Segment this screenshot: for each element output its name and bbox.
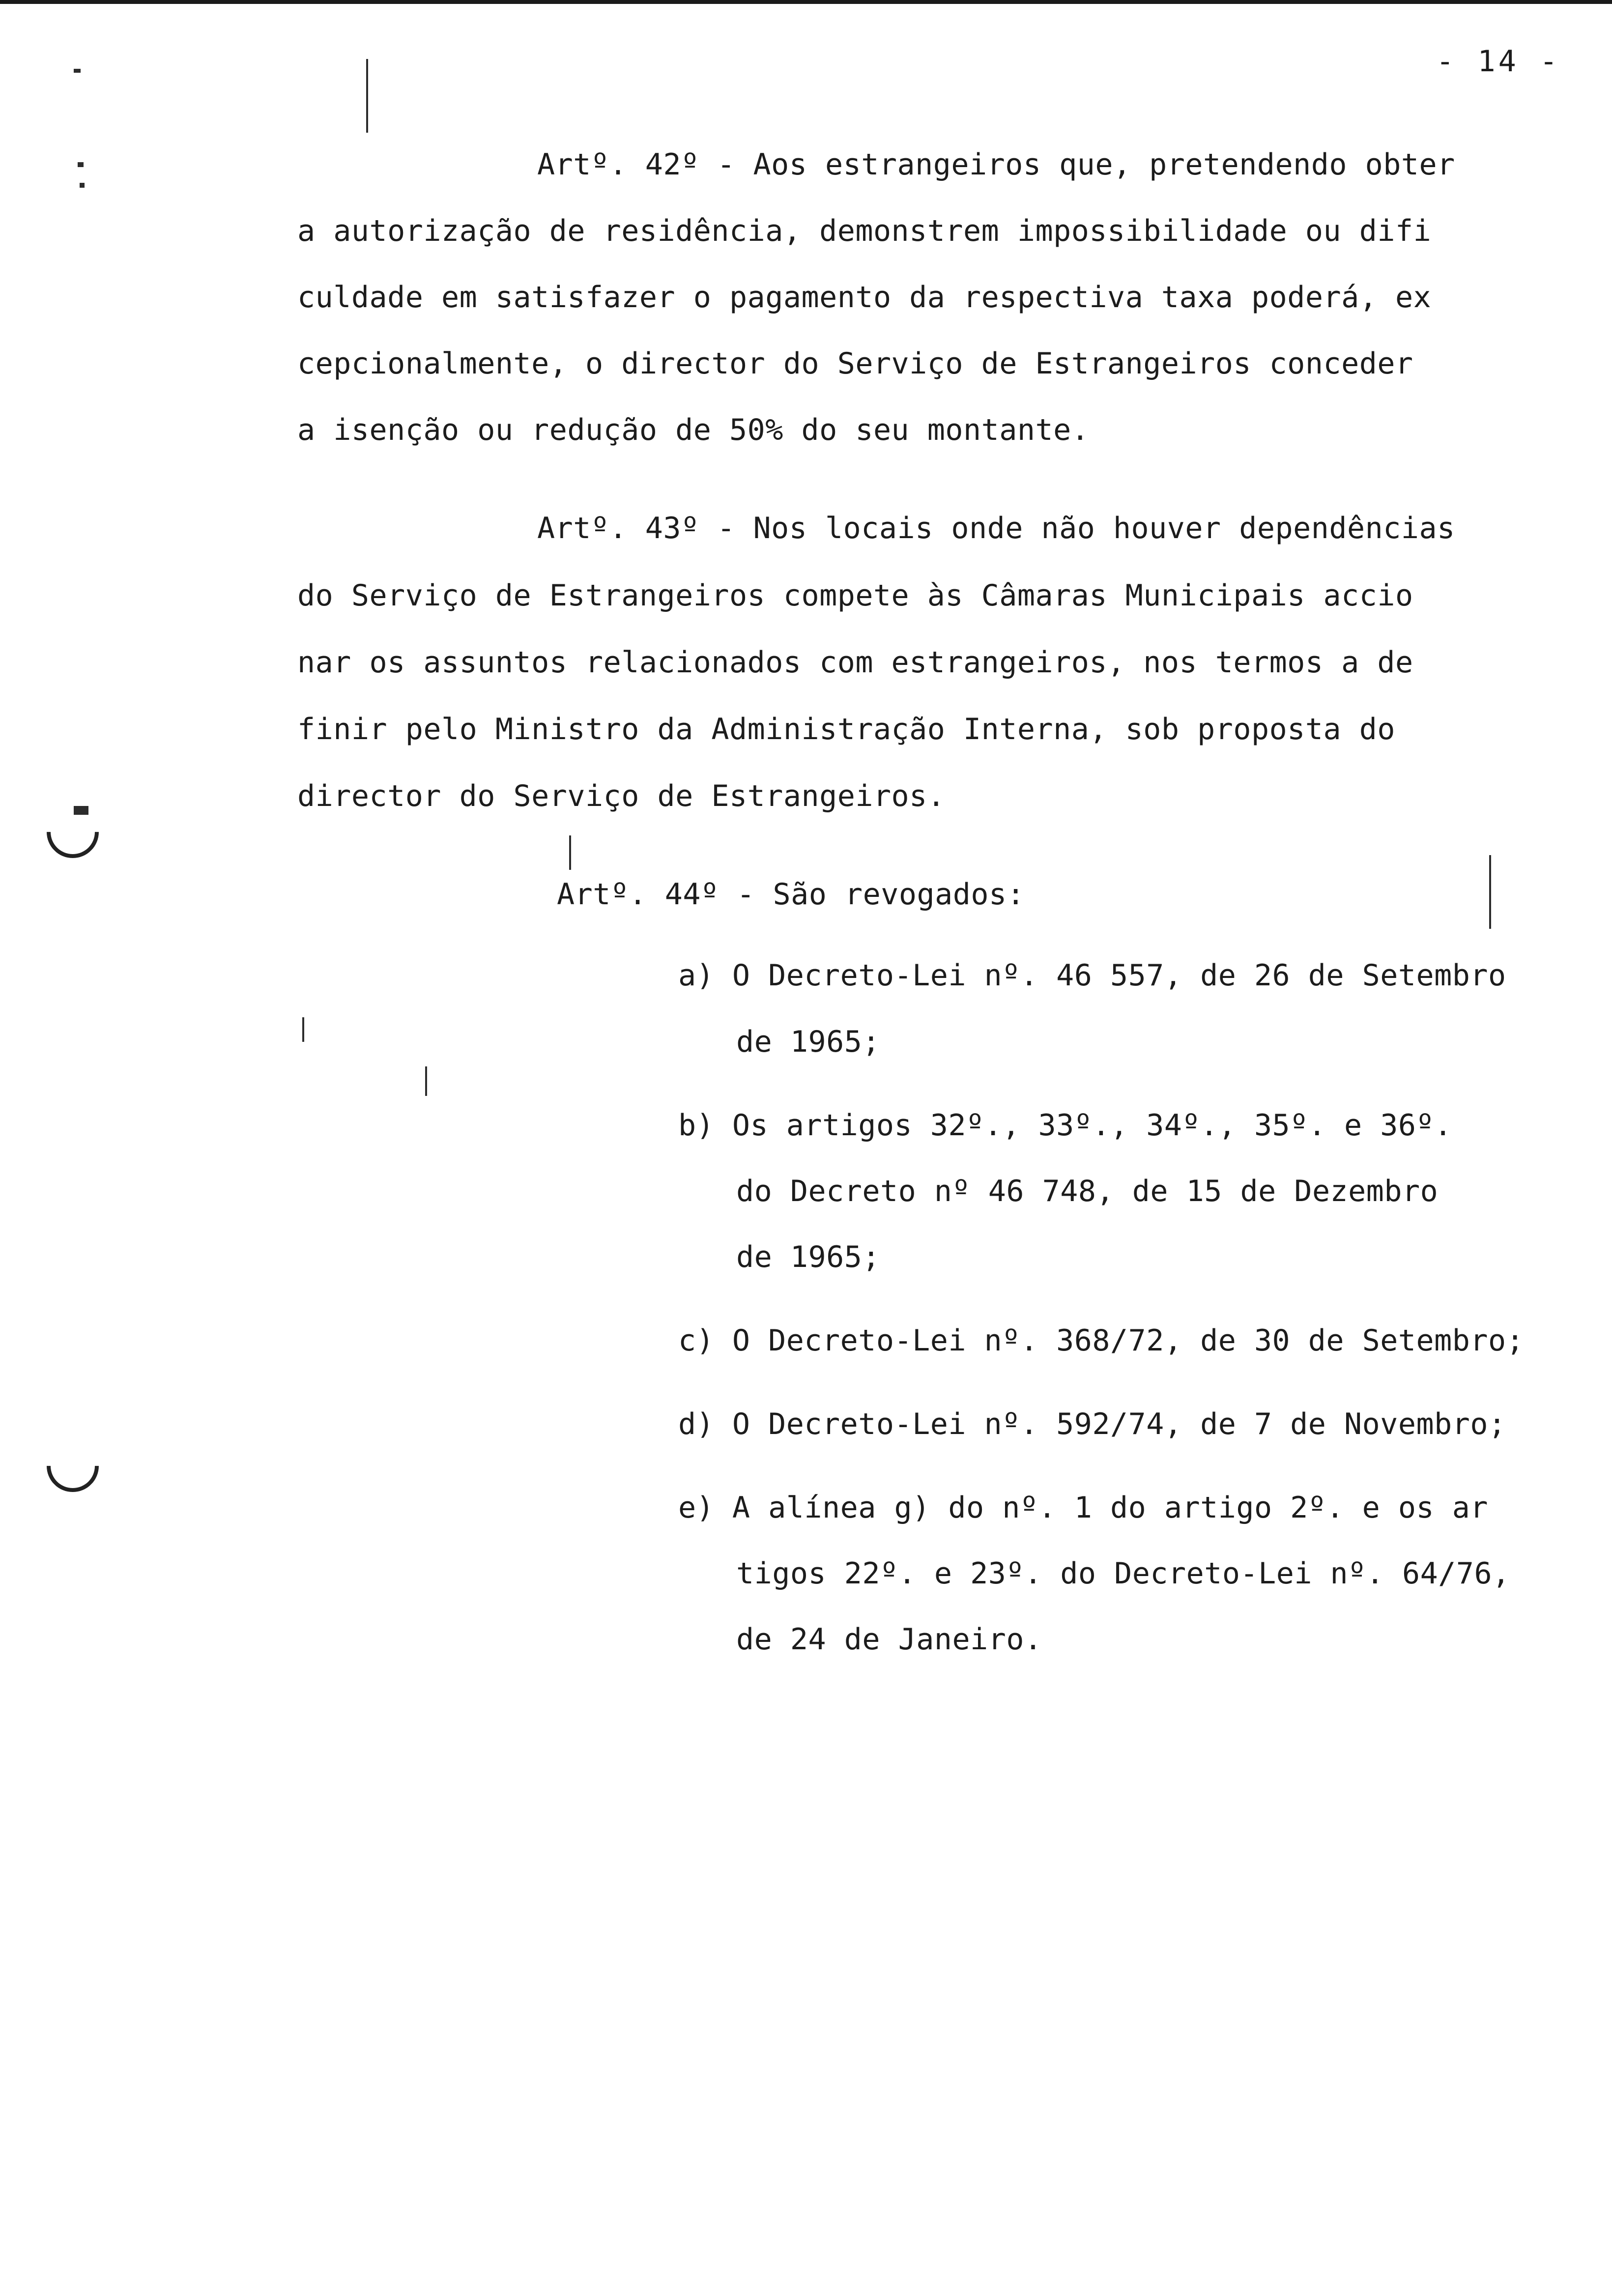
page-number: - 14 - — [1436, 44, 1560, 79]
art43-line-3: nar os assuntos relacionados com estrangeiros, nos termos a de — [297, 645, 1413, 680]
margin-dot-3 — [80, 183, 85, 188]
margin-dot-2 — [78, 162, 84, 167]
art44-item-b-line-2: do Decreto nº 46 748, de 15 de Dezembro — [736, 1174, 1439, 1208]
art42-line-2: a autorização de residência, demonstrem impossibilidade ou difi — [297, 214, 1432, 248]
art44-item-a-line-1: a) O Decreto-Lei nº. 46 557, de 26 de Setembro — [678, 958, 1506, 993]
art44-item-a-line-2: de 1965; — [736, 1025, 880, 1059]
art42-line-3: culdade em satisfazer o pagamento da respectiva taxa poderá, ex — [297, 280, 1432, 315]
margin-stroke-top — [366, 59, 368, 133]
art42-line-4: cepcionalmente, o director do Serviço de Estrangeiros conceder — [297, 346, 1413, 381]
art44-item-c-line-1: c) O Decreto-Lei nº. 368/72, de 30 de Setembro; — [678, 1323, 1525, 1358]
art44-item-e-line-3: de 24 de Janeiro. — [736, 1622, 1042, 1657]
art43-line-2: do Serviço de Estrangeiros compete às Câmaras Municipais accio — [297, 578, 1413, 613]
punch-hole-mark-lower — [36, 1429, 110, 1503]
punch-hole-arrow — [74, 806, 88, 815]
art44-item-b-line-1: b) Os artigos 32º., 33º., 34º., 35º. e 36º. — [678, 1108, 1452, 1143]
punch-hole-mark-upper — [36, 795, 110, 869]
art42-line-5: a isenção ou redução de 50% do seu montante. — [297, 413, 1090, 447]
art43-line-5: director do Serviço de Estrangeiros. — [297, 779, 946, 813]
art44-heading: Artº. 44º - São revogados: — [557, 877, 1025, 912]
art43-line-4: finir pelo Ministro da Administração Interna, sob proposta do — [297, 712, 1396, 746]
margin-stroke-right — [1489, 855, 1491, 929]
margin-stroke-mid — [569, 835, 571, 870]
art44-item-e-line-2: tigos 22º. e 23º. do Decreto-Lei nº. 64/76, — [736, 1556, 1510, 1591]
art42-line-1: Artº. 42º - Aos estrangeiros que, pretendendo obter — [537, 147, 1455, 182]
art44-item-b-line-3: de 1965; — [736, 1240, 880, 1274]
margin-stroke-left — [425, 1066, 427, 1096]
art43-line-1: Artº. 43º - Nos locais onde não houver dependências — [537, 511, 1455, 545]
margin-stroke-small — [302, 1017, 304, 1042]
page-top-edge — [0, 0, 1612, 4]
art44-item-e-line-1: e) A alínea g) do nº. 1 do artigo 2º. e os ar — [678, 1491, 1489, 1525]
art44-item-d-line-1: d) O Decreto-Lei nº. 592/74, de 7 de Novembro; — [678, 1407, 1506, 1441]
margin-dot-1 — [74, 69, 81, 73]
